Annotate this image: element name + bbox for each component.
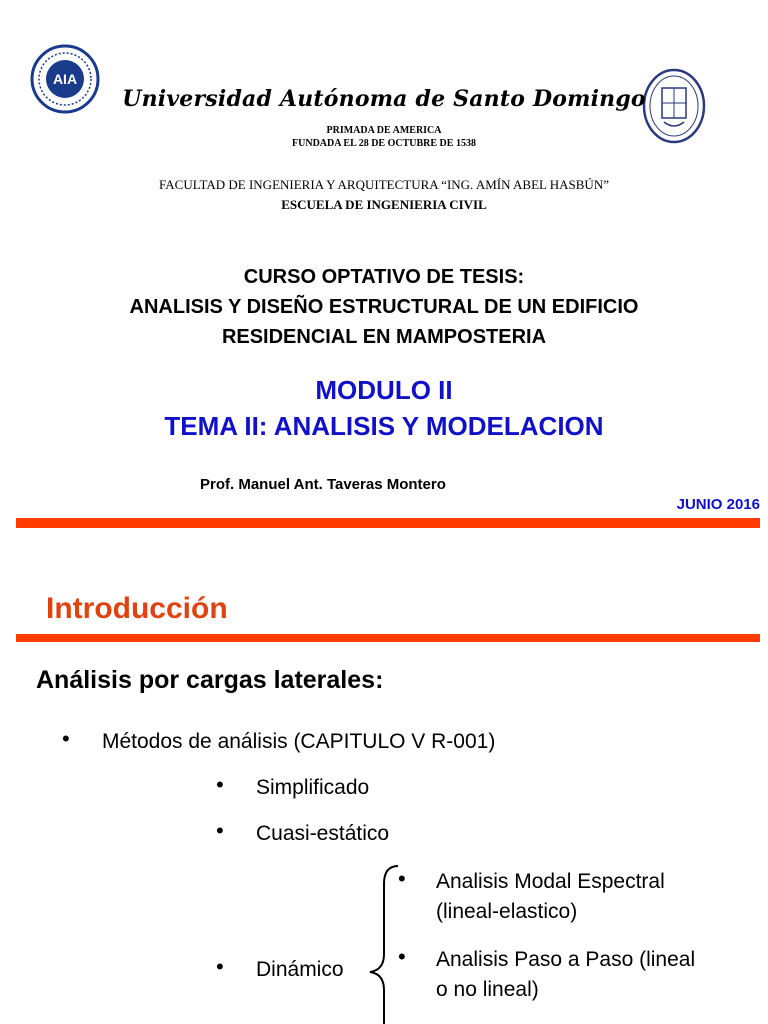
module-title: MODULO II — [315, 375, 453, 405]
university-subtitle-2: FUNDADA EL 28 DE OCTUBRE DE 1538 — [292, 138, 476, 149]
dynamic-option-2-line-1: Analisis Paso a Paso (lineal — [436, 948, 696, 971]
professor-name: Prof. Manuel Ant. Taveras Montero — [200, 476, 446, 493]
dynamic-option-2-line-2: o no lineal) — [436, 978, 539, 1001]
course-line-3: RESIDENCIAL EN MAMPOSTERIA — [221, 326, 547, 348]
topic-title: TEMA II: ANALISIS Y MODELACION — [164, 411, 604, 441]
university-subtitle-1: PRIMADA DE AMERICA — [326, 125, 442, 136]
section-heading: Análisis por cargas laterales: — [36, 666, 384, 694]
bullet-dot: • — [398, 944, 406, 969]
logo-initials: AIA — [52, 71, 78, 87]
faculty-seal-logo — [30, 44, 100, 114]
bullet-dot: • — [62, 726, 70, 751]
bullet-dot: • — [398, 866, 406, 891]
school-name: ESCUELA DE INGENIERIA CIVIL — [281, 197, 487, 212]
bullet-dot: • — [216, 818, 224, 843]
university-name: Universidad Autónoma de Santo Domingo — [122, 86, 646, 112]
presentation-date: JUNIO 2016 — [676, 496, 760, 513]
methods-bullet: Métodos de análisis (CAPITULO V R-001) — [102, 730, 496, 753]
course-line-2: ANALISIS Y DISEÑO ESTRUCTURAL DE UN EDIFICIO — [129, 296, 639, 318]
bullet-dot: • — [216, 772, 224, 797]
slide-title: Introducción — [46, 592, 228, 625]
dynamic-option-1-line-1: Analisis Modal Espectral — [436, 870, 665, 893]
method-simplified: Simplificado — [256, 776, 370, 799]
bullet-dot: • — [216, 954, 224, 979]
title-slide-divider — [16, 518, 760, 528]
course-line-1: CURSO OPTATIVO DE TESIS: — [243, 266, 525, 288]
method-quasi-static: Cuasi-estático — [256, 822, 390, 845]
method-dynamic: Dinámico — [256, 958, 344, 981]
faculty-name: FACULTAD DE INGENIERIA Y ARQUITECTURA “ING. AMÍN ABEL HASBÚN” — [159, 177, 609, 192]
slide-title-divider — [16, 634, 760, 642]
dynamic-option-1-line-2: (lineal-elastico) — [436, 900, 578, 923]
